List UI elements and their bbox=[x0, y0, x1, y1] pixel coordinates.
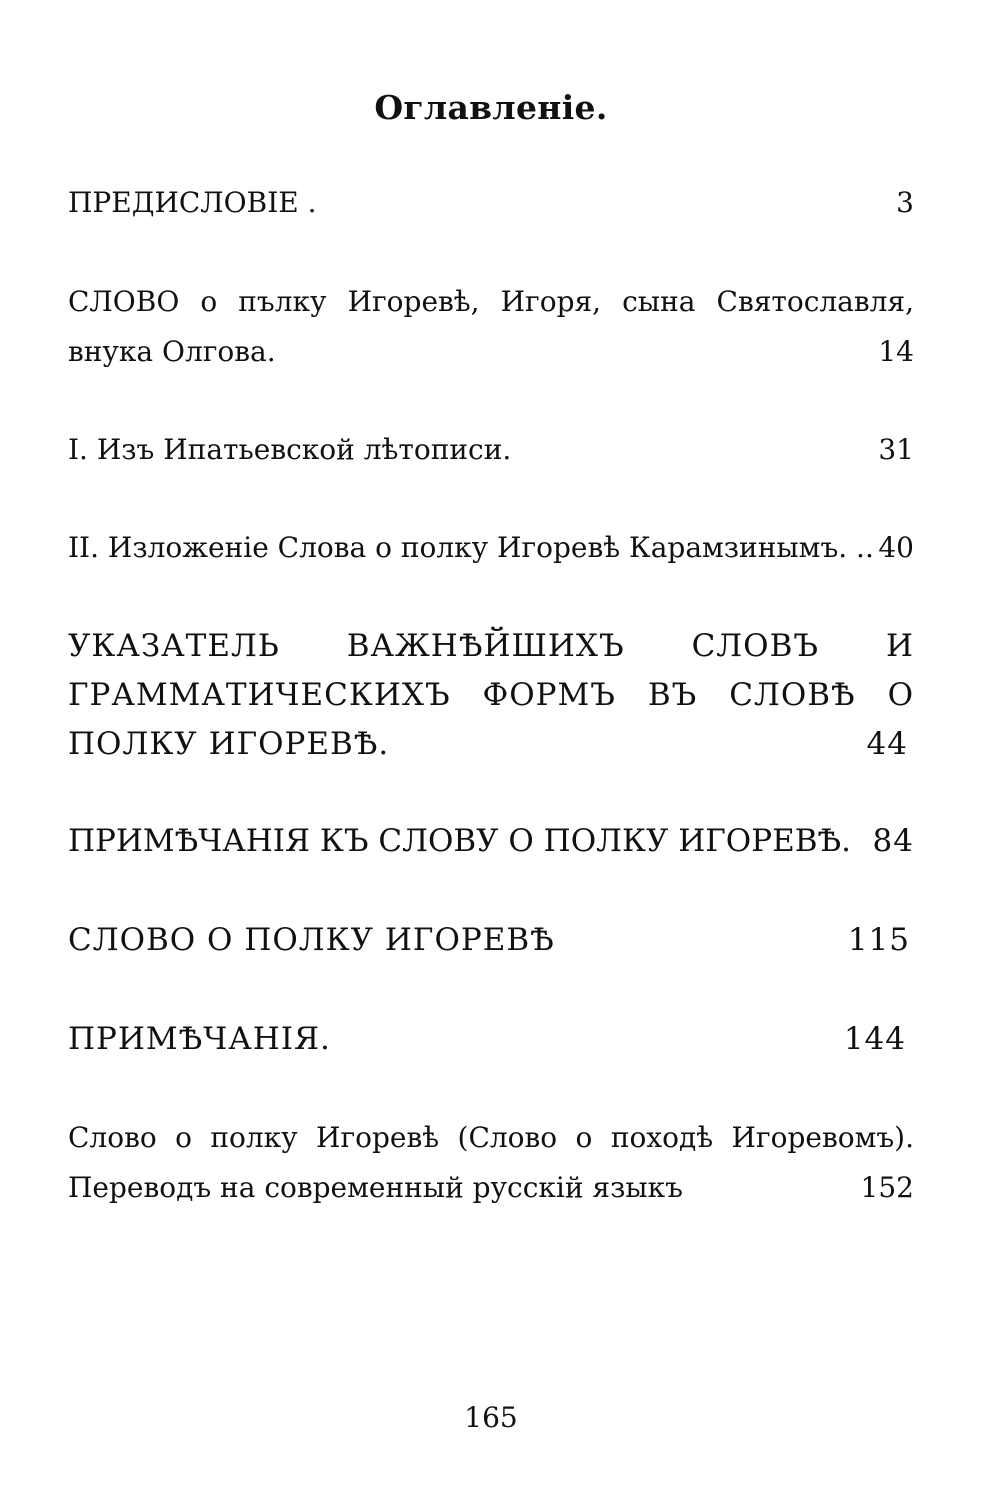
toc-entry-title-line-1: СЛОВО о пълку Игоревѣ, Игоря, сына Святославля, bbox=[68, 285, 914, 318]
toc-line bbox=[68, 1015, 914, 1064]
toc-line bbox=[68, 1163, 914, 1213]
toc-entry-ipatiev bbox=[68, 425, 914, 475]
toc-line bbox=[68, 425, 914, 475]
toc-entry-title-line-1: Слово о полку Игоревѣ (Слово о походѣ Игоревомъ). bbox=[68, 1121, 914, 1154]
toc-entry-notes-slovo bbox=[68, 817, 914, 866]
toc-entry-karamzin bbox=[68, 523, 914, 573]
toc-entry-slovo-text bbox=[68, 916, 914, 965]
toc-entry-title-line-2: Переводъ на современный русскій языкъ bbox=[68, 1171, 683, 1204]
toc-entry-preface bbox=[68, 178, 914, 228]
toc-entry-slovo bbox=[68, 277, 914, 377]
toc-entry-title: ПРИМѢЧАНІЯ. bbox=[68, 1021, 331, 1057]
toc-page-number: 31 bbox=[878, 433, 914, 466]
toc-entry-translation bbox=[68, 1113, 914, 1213]
toc-entry-notes bbox=[68, 1015, 914, 1064]
toc-page-number: 152 bbox=[860, 1171, 914, 1204]
toc-entry-title-line-2: ГРАММАТИЧЕСКИХЪ ФОРМЪ ВЪ СЛОВѢ О bbox=[68, 677, 914, 713]
toc-entry-title: I. Изъ Ипатьевской лѣтописи. bbox=[68, 433, 512, 466]
toc-page-number: 144 bbox=[843, 1021, 906, 1057]
toc-entry-title-line-1: УКАЗАТЕЛЬ ВАЖНѢЙШИХЪ СЛОВЪ И bbox=[68, 628, 914, 664]
toc-entry-title-line-2: внука Олгова. bbox=[68, 335, 276, 368]
toc-line bbox=[68, 178, 914, 228]
toc-entry-title: ПРИМѢЧАНІЯ КЪ СЛОВУ О ПОЛКУ ИГОРЕВѢ. bbox=[68, 823, 851, 859]
toc-entry-index bbox=[68, 622, 914, 769]
page-title: Оглавленіе. bbox=[374, 88, 608, 127]
toc-entry-title: ПРЕДИСЛОВІЕ . bbox=[68, 186, 317, 219]
toc-page-number: 3 bbox=[896, 186, 914, 219]
toc-line bbox=[68, 720, 914, 769]
toc-entry-title: II. Изложеніе Слова о полку Игоревѣ Карамзинымъ. .. bbox=[68, 531, 874, 564]
toc-line bbox=[68, 817, 914, 866]
toc-page-number: 14 bbox=[878, 335, 914, 368]
toc-page bbox=[68, 0, 914, 1492]
toc-page-number: 44 bbox=[866, 726, 908, 762]
toc-line bbox=[68, 523, 914, 573]
toc-entry-title: СЛОВО О ПОЛКУ ИГОРЕВѢ bbox=[68, 922, 555, 958]
page-number-footer: 165 bbox=[464, 1401, 518, 1434]
toc-line bbox=[68, 327, 914, 377]
toc-page-number: 84 bbox=[872, 823, 914, 859]
toc-page-number: 115 bbox=[847, 922, 910, 958]
toc-line bbox=[68, 916, 914, 965]
toc-entry-title-line-3: ПОЛКУ ИГОРЕВѢ. bbox=[68, 726, 390, 762]
toc-page-number: 40 bbox=[878, 531, 914, 564]
